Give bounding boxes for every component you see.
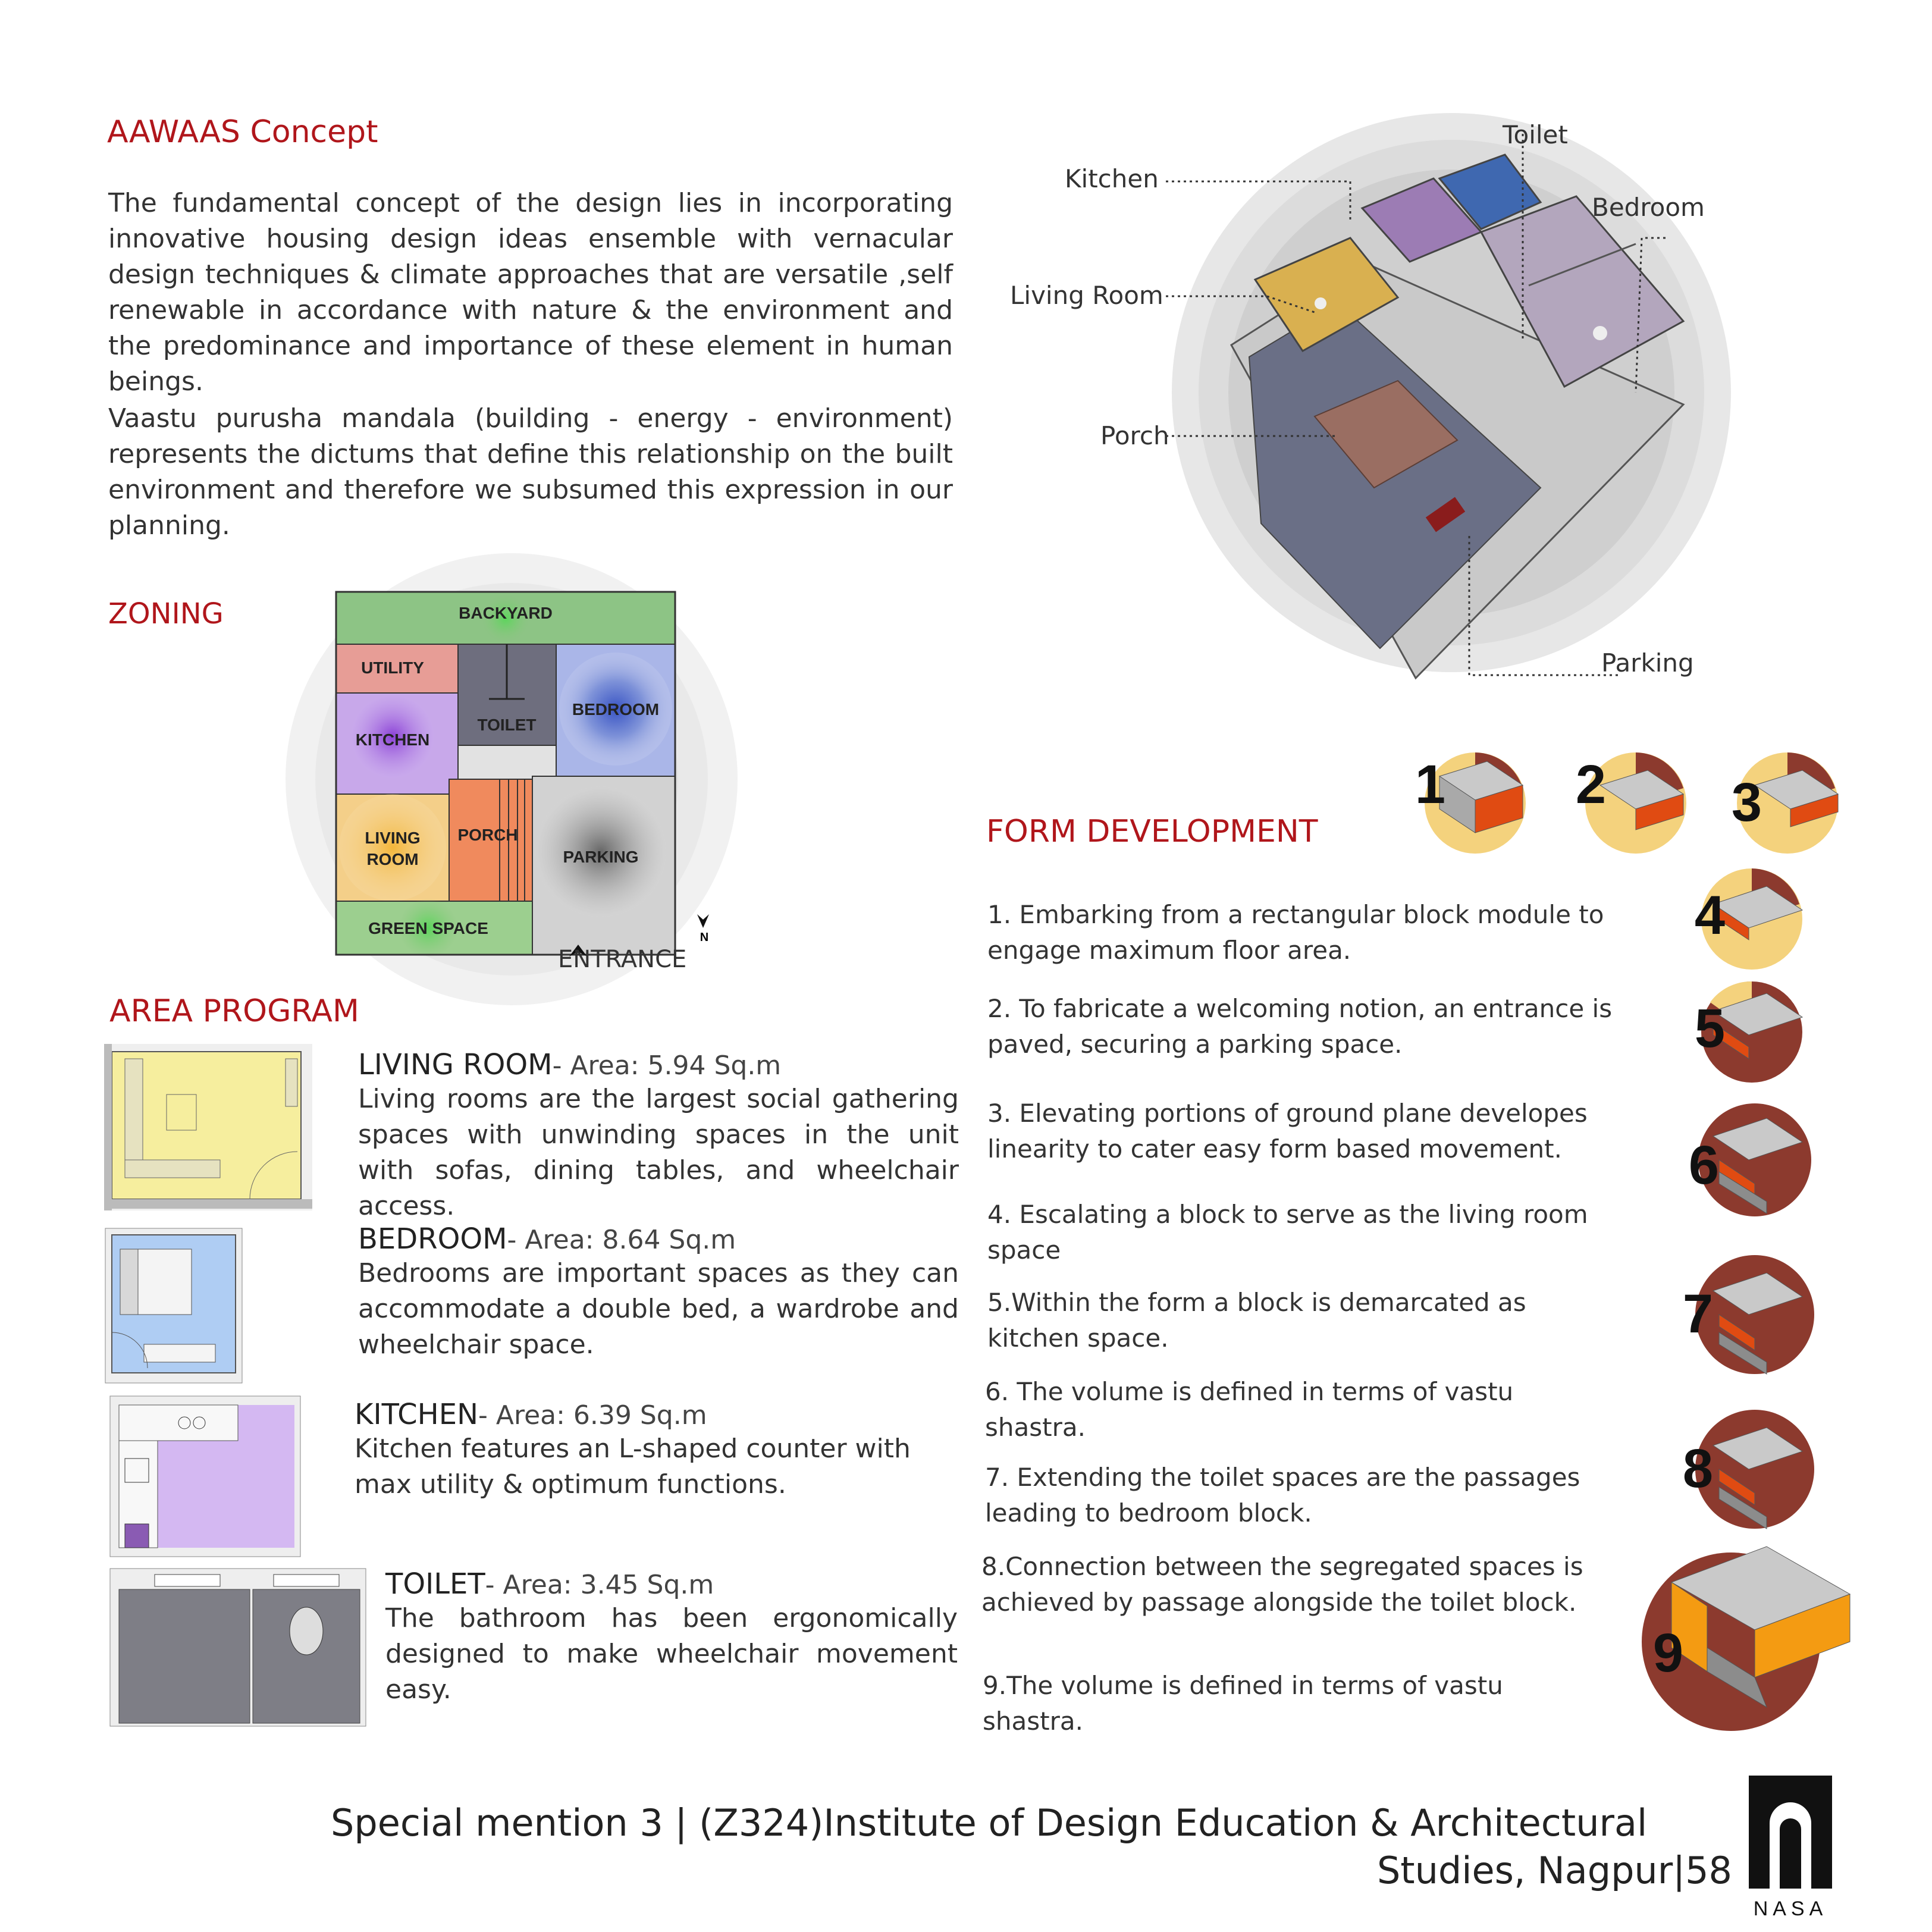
form-step-4: 4. Escalating a block to serve as the living room space [987, 1200, 1588, 1265]
callout-kitchen: Kitchen [1065, 164, 1159, 193]
kitchen-block [355, 1398, 961, 1503]
form-number-6: 6 [1688, 1135, 1719, 1196]
zone-utility-label: UTILITY [361, 658, 424, 677]
form-number-5: 5 [1694, 998, 1725, 1059]
living-room-description: Living rooms are the largest social gathering spaces with unwinding spaces in the unit with sofas, dining tables, and wheelchair access. [358, 1084, 959, 1221]
zone-living-label-2: ROOM [366, 850, 419, 868]
bedroom-name: BEDROOM [358, 1222, 507, 1256]
living-room-name: LIVING ROOM [358, 1048, 553, 1081]
zoning-title: ZONING [108, 597, 224, 631]
area-program-title: AREA PROGRAM [109, 993, 359, 1029]
kitchen-name: KITCHEN [355, 1398, 478, 1431]
living-room-block [358, 1048, 959, 1224]
callout-living-room: Living Room [1010, 281, 1163, 310]
toilet-block [385, 1567, 958, 1708]
footer-line-2: Studies, Nagpur|58 [1376, 1849, 1732, 1892]
zoning-diagram [280, 547, 744, 1011]
zone-living-label-1: LIVING [365, 829, 421, 847]
form-step-9: 9.The volume is defined in terms of vastu shastra. [983, 1671, 1503, 1736]
footer-line-1: Special mention 3 | (Z324)Institute of Design Education & Architectural [331, 1801, 1648, 1845]
bedroom-description: Bedrooms are important spaces as they can accommodate a double bed, a wardrobe and wheelchair space. [358, 1258, 959, 1360]
callout-porch: Porch [1100, 421, 1169, 450]
toilet-area: - Area: 3.45 Sq.m [485, 1570, 714, 1600]
concept-paragraph-2: Vaastu purusha mandala (building - energy - environment) represents the dictums that define this relationship on the built environment and therefore we subsumed this expression in our planning. [108, 403, 953, 541]
entrance-label: ENTRANCE [558, 946, 687, 973]
concept-paragraph-1: The fundamental concept of the design lies in incorporating innovative housing design ideas ensemble with vernacular design techniques & climate approaches that are versatile ,self renewable in accordance with nature & the environment and the predominance and importance of these element in human beings. [108, 188, 953, 397]
north-arrow-icon [697, 914, 709, 928]
north-label: N [700, 931, 709, 944]
form-step-3: 3. Elevating portions of ground plane developes linearity to cater easy form based movement. [987, 1099, 1588, 1163]
kitchen-plan [107, 1393, 303, 1560]
form-number-9: 9 [1652, 1623, 1683, 1683]
callout-parking: Parking [1601, 648, 1694, 678]
zone-bedroom-label: BEDROOM [572, 700, 660, 719]
form-step-6: 6. The volume is defined in terms of vastu shastra. [985, 1377, 1514, 1442]
zone-backyard-label: BACKYARD [459, 604, 553, 622]
kitchen-description: Kitchen features an L-shaped counter with max utility & optimum functions. [355, 1434, 911, 1500]
form-development-icons [1338, 744, 1874, 1767]
form-step-5: 5.Within the form a block is demarcated as kitchen space. [987, 1288, 1526, 1353]
form-step-2: 2. To fabricate a welcoming notion, an entrance is paved, securing a parking space. [987, 994, 1613, 1059]
form-step-1: 1. Embarking from a rectangular block module to engage maximum floor area. [987, 900, 1604, 965]
living-room-plan [101, 1041, 315, 1213]
form-number-2: 2 [1575, 754, 1606, 815]
form-number-1: 1 [1414, 754, 1445, 815]
zone-toilet-label: TOILET [477, 716, 537, 734]
concept-title: AAWAAS Concept [107, 114, 378, 150]
nasa-logo-text: NASA [1753, 1898, 1828, 1920]
zone-kitchen-label: KITCHEN [355, 730, 430, 749]
form-development-title: FORM DEVELOPMENT [986, 814, 1318, 849]
kitchen-area: - Area: 6.39 Sq.m [478, 1400, 707, 1431]
callout-bedroom: Bedroom [1592, 193, 1705, 222]
form-number-3: 3 [1731, 772, 1762, 833]
zone-green-space-label: GREEN SPACE [368, 919, 488, 937]
zone-porch-label: PORCH [457, 826, 518, 844]
zone-parking-label: PARKING [563, 848, 639, 866]
toilet-description: The bathroom has been ergonomically designed to make wheelchair movement easy. [385, 1603, 958, 1705]
form-number-7: 7 [1682, 1284, 1713, 1344]
bedroom-block [358, 1222, 959, 1363]
toilet-plan [107, 1566, 369, 1729]
form-step-8: 8.Connection between the segregated spaces is achieved by passage alongside the toilet block. [981, 1552, 1583, 1617]
bedroom-area: - Area: 8.64 Sq.m [507, 1225, 736, 1255]
toilet-name: TOILET [385, 1567, 485, 1601]
form-number-4: 4 [1694, 885, 1725, 946]
nasa-logo [1743, 1773, 1838, 1921]
bedroom-plan [102, 1225, 245, 1386]
living-room-area: - Area: 5.94 Sq.m [552, 1050, 782, 1081]
form-number-8: 8 [1682, 1438, 1713, 1499]
callout-toilet: Toilet [1503, 120, 1568, 149]
form-step-7: 7. Extending the toilet spaces are the passages leading to bedroom block. [985, 1463, 1580, 1528]
